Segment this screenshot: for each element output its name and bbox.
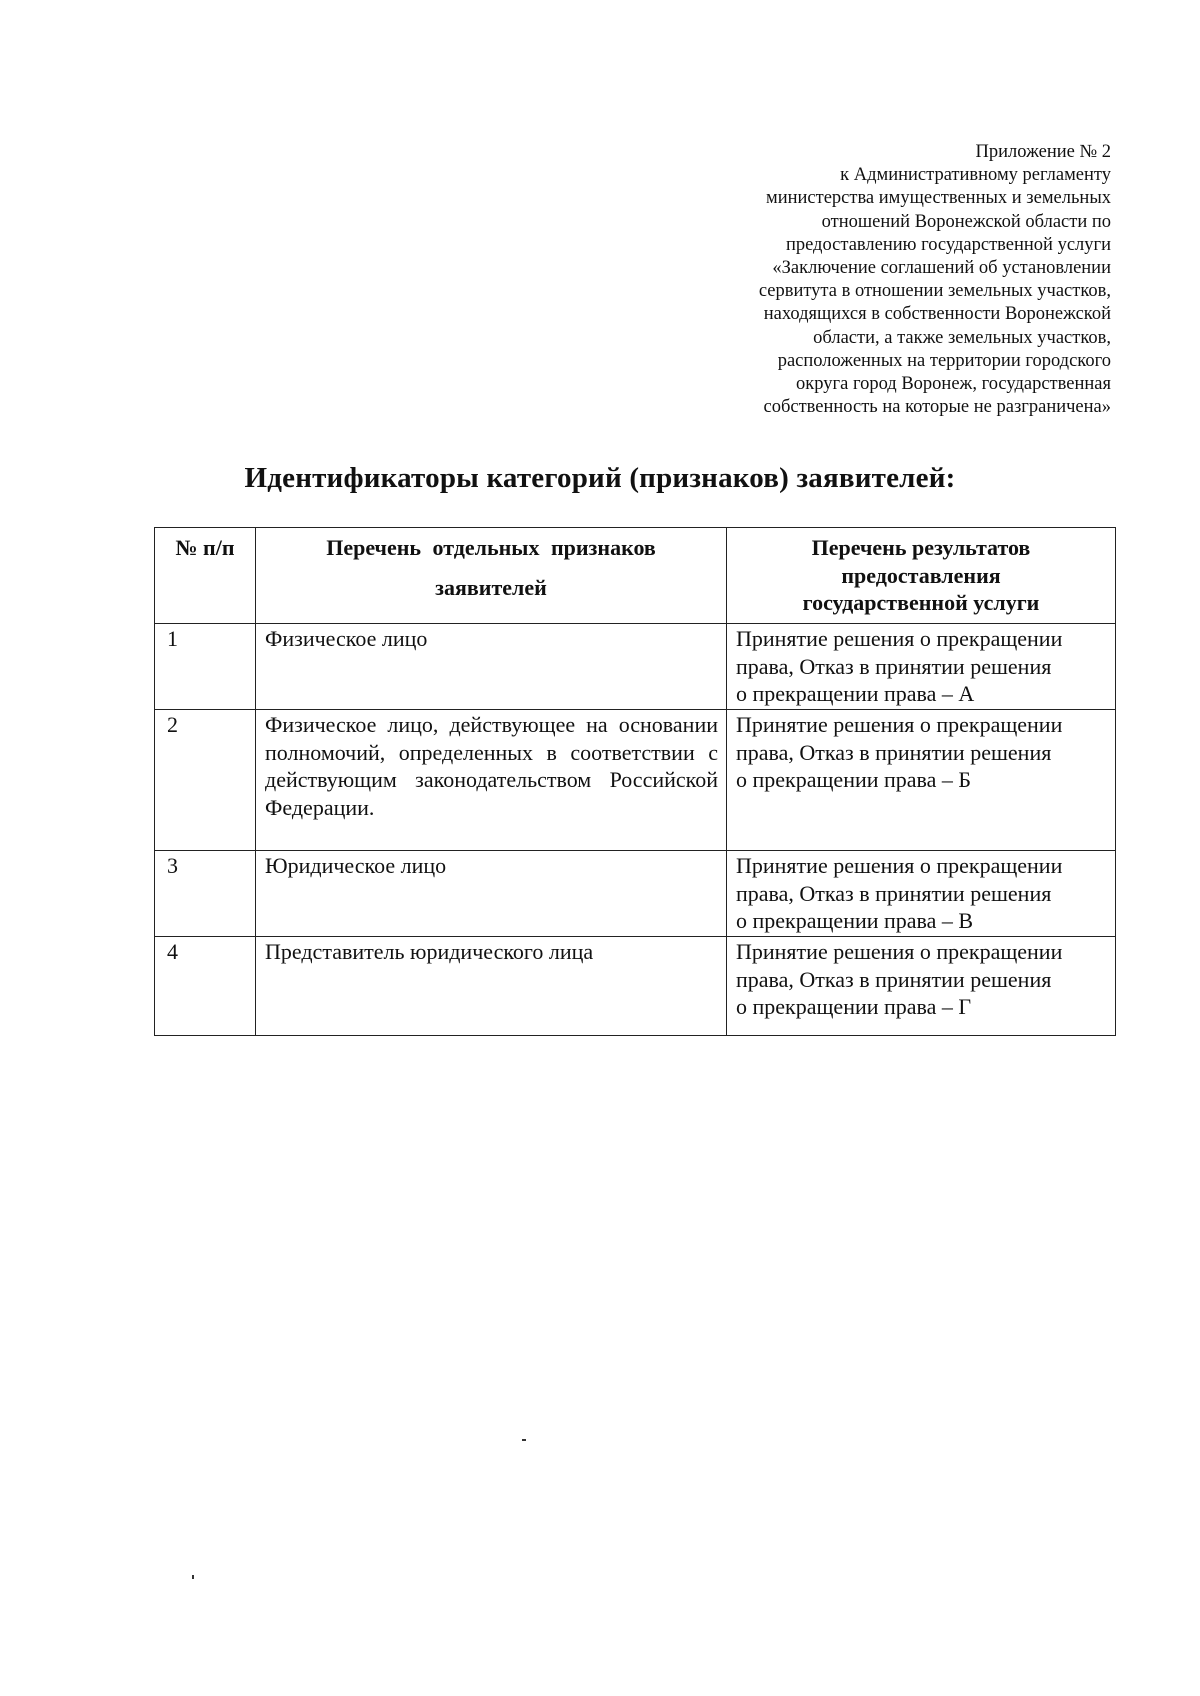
appendix-line: Приложение № 2 bbox=[975, 142, 1111, 162]
header-results-line: государственной услуги bbox=[802, 590, 1040, 615]
row-number: 1 bbox=[155, 624, 256, 710]
result-line: права, Отказ в принятии решения bbox=[736, 966, 1052, 992]
table-row bbox=[155, 851, 1116, 937]
row-feature: Физическое лицо bbox=[256, 624, 727, 710]
appendix-line: к Административному регламенту bbox=[840, 165, 1111, 186]
appendix-line: министерства имущественных и земельных bbox=[765, 188, 1111, 209]
header-results bbox=[727, 528, 1116, 624]
row-number: 3 bbox=[155, 851, 256, 937]
row-number: 4 bbox=[155, 937, 256, 1036]
row-feature: Физическое лицо, действующее на основании полномочий, определенных в соответствии с действующим законодательством Российской Федерации. bbox=[256, 710, 727, 851]
appendix-line: отношений Воронежской области по bbox=[821, 211, 1111, 232]
result-line: о прекращении права – А bbox=[736, 681, 975, 706]
header-features-line: заявителей bbox=[435, 574, 547, 600]
appendix-line: собственность на которые не разграничена» bbox=[763, 397, 1111, 418]
row-feature: Юридическое лицо bbox=[256, 851, 727, 937]
appendix-line: сервитута в отношении земельных участков, bbox=[758, 281, 1111, 302]
appendix-line: находящихся в собственности Воронежской bbox=[763, 304, 1111, 325]
row-number: 2 bbox=[155, 710, 256, 851]
result-line: о прекращении права – Б bbox=[736, 767, 972, 792]
scan-speck bbox=[522, 1439, 526, 1441]
result-line: права, Отказ в принятии решения bbox=[736, 653, 1052, 679]
row-result bbox=[727, 937, 1116, 1036]
row-result bbox=[727, 624, 1116, 710]
applicant-categories-table bbox=[154, 527, 1116, 1036]
result-line: о прекращении права – В bbox=[736, 908, 974, 933]
header-features bbox=[256, 528, 727, 624]
header-results-line: предоставления bbox=[841, 562, 1001, 588]
result-line: Принятие решения о прекращении bbox=[736, 626, 1063, 651]
row-result bbox=[727, 710, 1116, 851]
appendix-line: области, а также земельных участков, bbox=[813, 327, 1111, 348]
result-line: Принятие решения о прекращении bbox=[736, 712, 1063, 737]
result-line: Принятие решения о прекращении bbox=[736, 853, 1063, 878]
appendix-line: «Заключение соглашений об установлении bbox=[772, 258, 1111, 279]
result-line: о прекращении права – Г bbox=[736, 994, 972, 1019]
result-line: права, Отказ в принятии решения bbox=[736, 739, 1052, 765]
appendix-line: округа город Воронеж, государственная bbox=[796, 374, 1111, 395]
result-line: Принятие решения о прекращении bbox=[736, 939, 1063, 964]
header-features-line: Перечень отдельных признаков bbox=[326, 535, 656, 560]
appendix-note bbox=[691, 141, 1111, 419]
table-row bbox=[155, 624, 1116, 710]
header-number: № п/п bbox=[155, 528, 256, 624]
header-results-line: Перечень результатов bbox=[811, 535, 1031, 560]
document-title: Идентификаторы категорий (признаков) заявителей: bbox=[244, 462, 956, 494]
table-row bbox=[155, 937, 1116, 1036]
result-line: права, Отказ в принятии решения bbox=[736, 880, 1052, 906]
row-feature: Представитель юридического лица bbox=[256, 937, 727, 1036]
appendix-line: расположенных на территории городского bbox=[777, 350, 1111, 371]
table-row bbox=[155, 710, 1116, 851]
row-result bbox=[727, 851, 1116, 937]
appendix-line: предоставлению государственной услуги bbox=[785, 234, 1111, 255]
table-header-row bbox=[155, 528, 1116, 624]
scan-speck bbox=[192, 1575, 194, 1579]
